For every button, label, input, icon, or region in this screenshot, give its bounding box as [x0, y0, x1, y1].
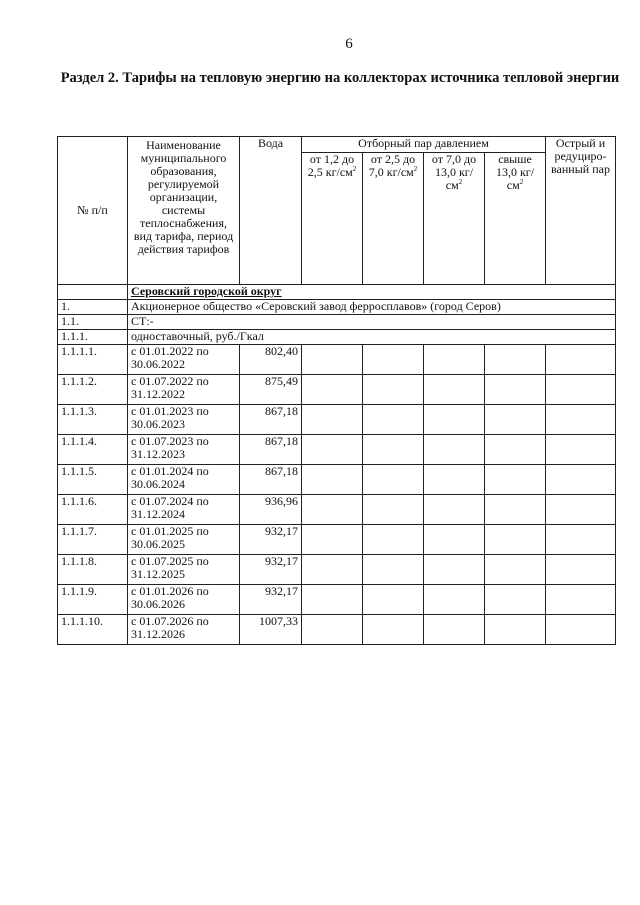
empty-cell [302, 375, 363, 405]
empty-cell [363, 345, 424, 375]
row-num: 1.1.1.8. [58, 555, 128, 585]
header-steam-3: от 7,0 до 13,0 $кг/см^2$ [424, 153, 485, 285]
empty-cell [546, 405, 616, 435]
system-row [58, 315, 616, 330]
header-steam-2: от 2,5 до 7,0 $кг/см^2$ [363, 153, 424, 285]
row-period: с 01.07.2022 по 31.12.2022 [128, 375, 240, 405]
empty-cell [485, 345, 546, 375]
empty-cell [424, 495, 485, 525]
tariff-type-name: одноставочный, руб./Гкал [128, 330, 616, 345]
row-num: 1.1.1.5. [58, 465, 128, 495]
empty-cell [424, 375, 485, 405]
row-water-value: 932,17 [240, 525, 302, 555]
empty-cell [485, 585, 546, 615]
header-name: Наименование муниципального образования, регулируемой организации, системы теплоснабжения, вид тарифа, период действия тарифов [128, 137, 240, 285]
table-row [58, 405, 616, 435]
row-period: с 01.07.2025 по 31.12.2025 [128, 555, 240, 585]
row-period: с 01.07.2023 по 31.12.2023 [128, 435, 240, 465]
row-water-value: 867,18 [240, 405, 302, 435]
system-name: СТ:- [128, 315, 616, 330]
empty-cell [363, 465, 424, 495]
row-num: 1.1.1.4. [58, 435, 128, 465]
row-num: 1.1.1.9. [58, 585, 128, 615]
empty-cell [424, 345, 485, 375]
empty-cell [363, 585, 424, 615]
row-period: с 01.07.2026 по 31.12.2026 [128, 615, 240, 645]
row-num: 1.1.1.3. [58, 405, 128, 435]
empty-cell [363, 495, 424, 525]
empty-cell [363, 525, 424, 555]
empty-cell [363, 435, 424, 465]
row-num: 1.1.1.7. [58, 525, 128, 555]
empty-cell [485, 405, 546, 435]
empty-cell [546, 555, 616, 585]
empty-cell [485, 555, 546, 585]
header-steam-1: от 1,2 до 2,5 $кг/см^2$ [302, 153, 363, 285]
table-row [58, 585, 616, 615]
empty-cell [485, 495, 546, 525]
empty-cell [485, 615, 546, 645]
empty-cell [363, 615, 424, 645]
row-water-value: 867,18 [240, 465, 302, 495]
row-water-value: 802,40 [240, 345, 302, 375]
table-row [58, 435, 616, 465]
empty-cell [363, 375, 424, 405]
row-period: с 01.01.2026 по 30.06.2026 [128, 585, 240, 615]
empty-cell [302, 525, 363, 555]
empty-cell [424, 615, 485, 645]
table-row [58, 555, 616, 585]
row-water-value: 867,18 [240, 435, 302, 465]
empty-cell [302, 555, 363, 585]
table-row [58, 615, 616, 645]
empty-cell [302, 465, 363, 495]
empty-cell [546, 345, 616, 375]
row-water-value: 1007,33 [240, 615, 302, 645]
empty-cell [424, 435, 485, 465]
table-row [58, 375, 616, 405]
header-steam-group: Отборный пар давлением [302, 137, 546, 153]
table-row [58, 525, 616, 555]
header-num: № п/п [58, 137, 128, 285]
empty-cell [546, 375, 616, 405]
empty-cell [546, 435, 616, 465]
row-period: с 01.01.2025 по 30.06.2025 [128, 525, 240, 555]
row-water-value: 936,96 [240, 495, 302, 525]
header-water: Вода [240, 137, 302, 285]
org-row [58, 300, 616, 315]
row-water-value: 932,17 [240, 555, 302, 585]
empty-cell [302, 435, 363, 465]
table-row [58, 345, 616, 375]
row-num: 1.1.1.1. [58, 345, 128, 375]
org-name: Акционерное общество «Серовский завод ферросплавов» (город Серов) [128, 300, 616, 315]
empty-cell [424, 525, 485, 555]
empty-cell [546, 465, 616, 495]
district-name: Серовский городской округ [131, 284, 282, 298]
table-row [58, 465, 616, 495]
empty-cell [546, 585, 616, 615]
row-water-value: 932,17 [240, 585, 302, 615]
empty-cell [485, 435, 546, 465]
org-num: 1. [58, 300, 128, 315]
empty-cell [546, 525, 616, 555]
empty-cell [424, 405, 485, 435]
row-water-value: 875,49 [240, 375, 302, 405]
empty-cell [485, 465, 546, 495]
empty-cell [302, 585, 363, 615]
row-period: с 01.01.2023 по 30.06.2023 [128, 405, 240, 435]
tariff-type-num: 1.1.1. [58, 330, 128, 345]
empty-cell [424, 465, 485, 495]
row-num: 1.1.1.10. [58, 615, 128, 645]
empty-cell [546, 615, 616, 645]
page-number: 6 [345, 36, 353, 52]
row-period: с 01.01.2024 по 30.06.2024 [128, 465, 240, 495]
empty-cell [485, 375, 546, 405]
empty-cell [302, 345, 363, 375]
row-period: с 01.01.2022 по 30.06.2022 [128, 345, 240, 375]
empty-cell [485, 525, 546, 555]
table-row [58, 495, 616, 525]
empty-cell [302, 615, 363, 645]
system-num: 1.1. [58, 315, 128, 330]
tariff-type-row [58, 330, 616, 345]
row-num: 1.1.1.6. [58, 495, 128, 525]
empty-cell [302, 495, 363, 525]
empty-cell [424, 555, 485, 585]
empty-cell [363, 555, 424, 585]
row-num: 1.1.1.2. [58, 375, 128, 405]
district-row [58, 285, 616, 300]
tariffs-table [57, 136, 616, 645]
empty-cell [302, 405, 363, 435]
empty-cell [546, 495, 616, 525]
header-steam-4: свыше 13,0 $кг/см^2$ [485, 153, 546, 285]
header-sharp-steam: Острый и редуциро-ванный пар [546, 137, 616, 285]
section-title: Раздел 2. Тарифы на тепловую энергию на коллекторах источника тепловой энергии [60, 70, 620, 86]
empty-cell [363, 405, 424, 435]
empty-cell [424, 585, 485, 615]
row-period: с 01.07.2024 по 31.12.2024 [128, 495, 240, 525]
